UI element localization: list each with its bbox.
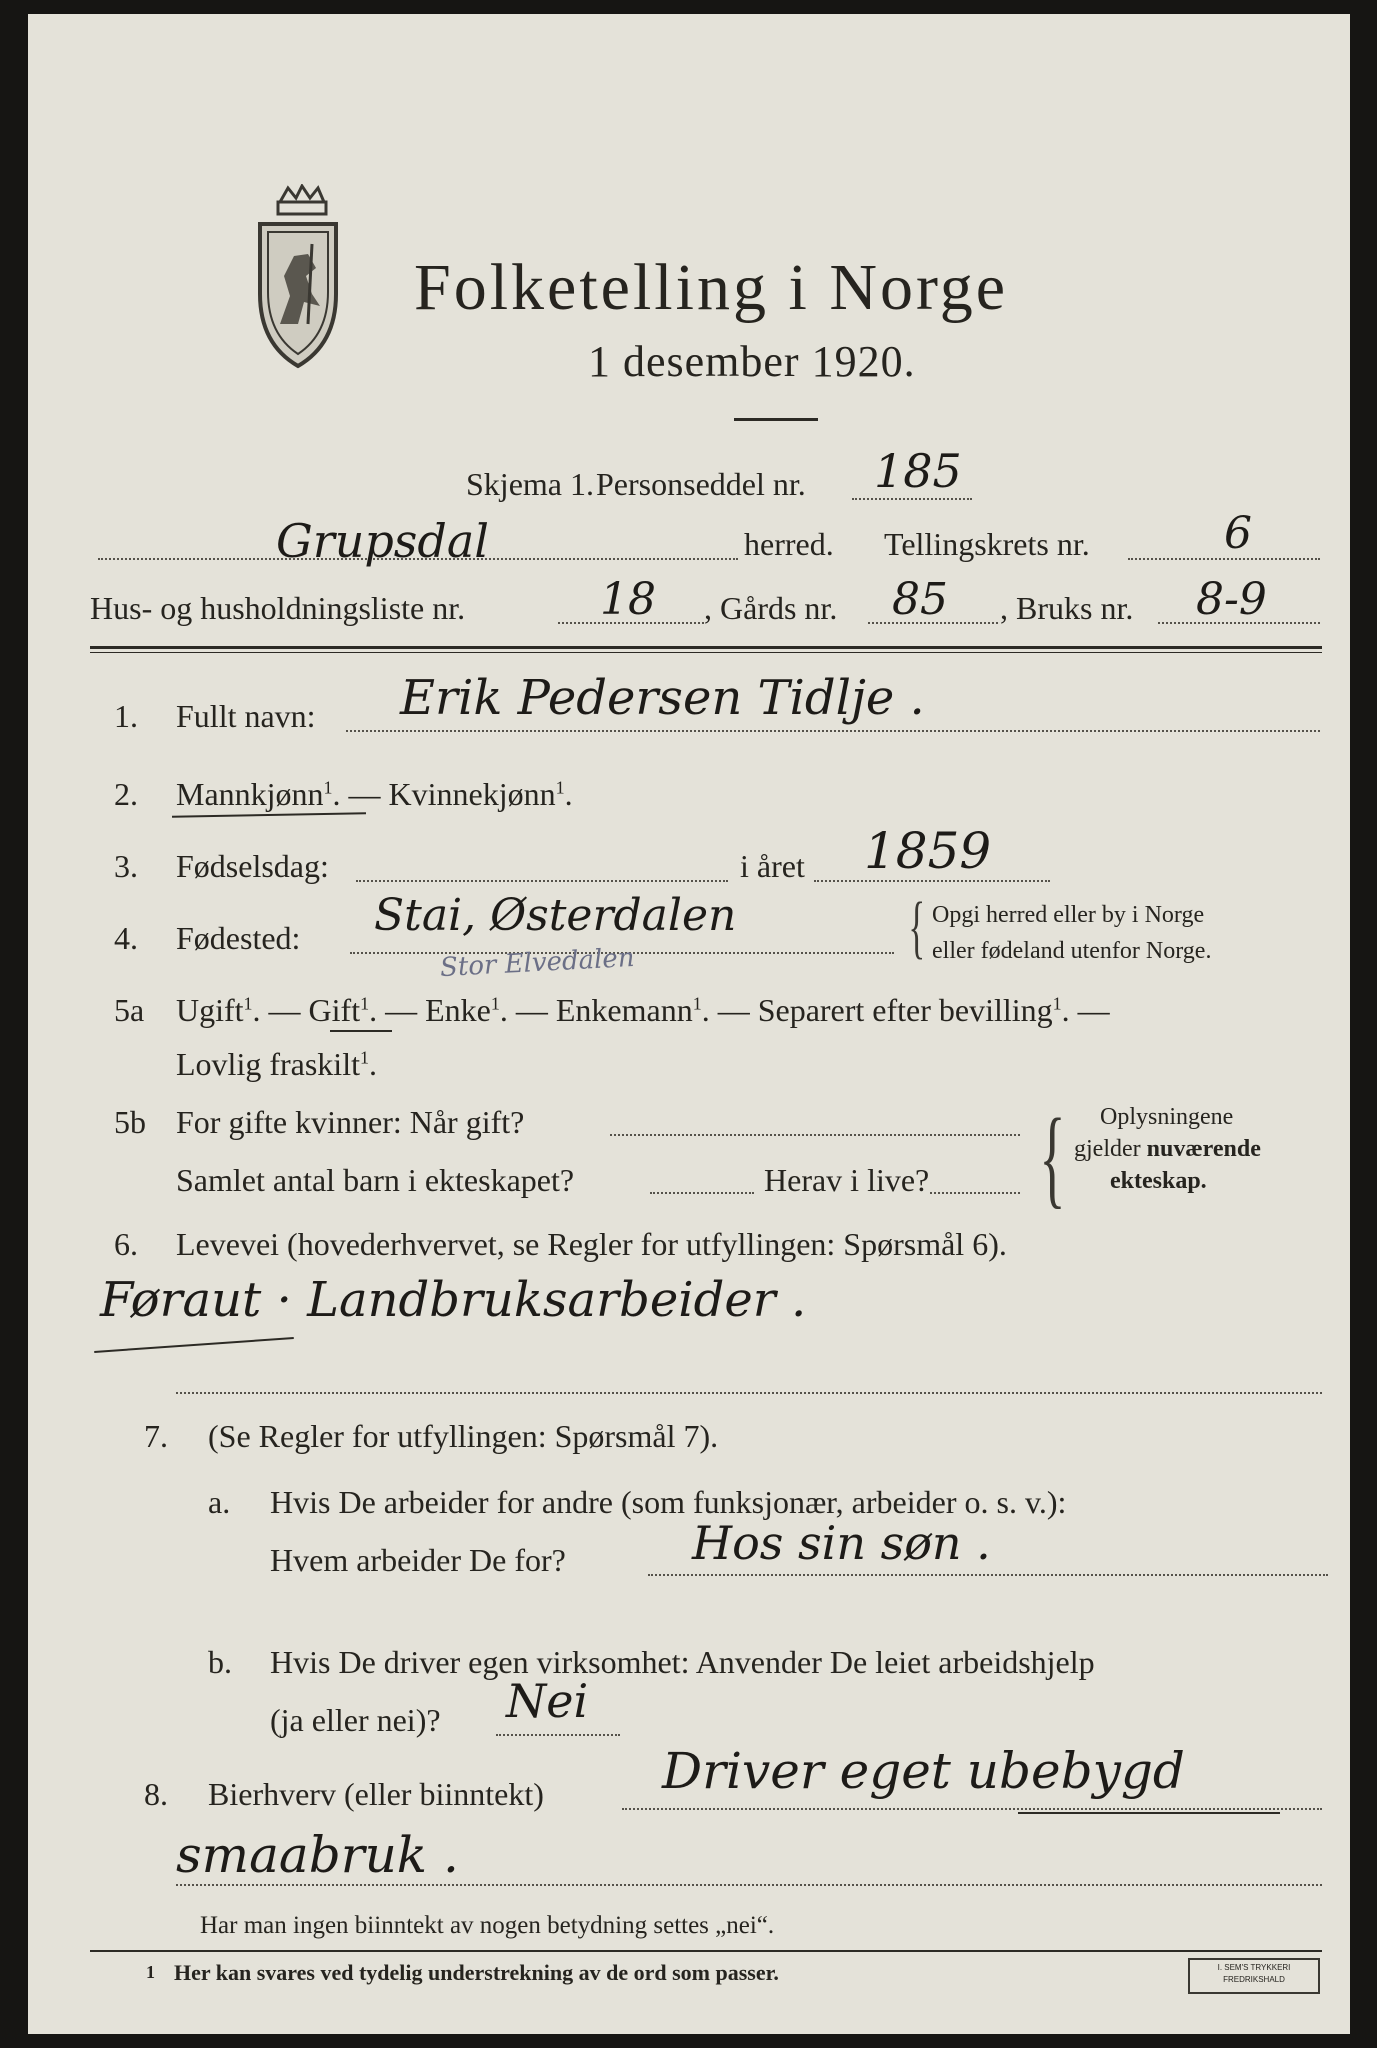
hus-label: Hus- og husholdningsliste nr. [90,590,466,626]
header-divider-top [90,646,1322,649]
footnote-divider [90,1950,1322,1952]
printer-stamp [1188,1958,1320,1994]
q8-line1 [622,1808,1322,1810]
ugift-option[interactable]: Ugift [176,992,244,1028]
q5b-note-line2 [1074,1136,1261,1163]
q5b-note-line3: ekteskap. [1110,1168,1207,1194]
q5b-children-line [650,1192,754,1194]
q7b-letter: b. [208,1644,232,1680]
side-income-value-line1[interactable]: Driver eget ubebygd [662,1742,1185,1800]
occupation-value[interactable]: Føraut · Landbruksarbeider . [100,1272,807,1328]
q5a-sep: . — [499,992,556,1028]
full-name-value[interactable]: Erik Pedersen Tidlje . [400,670,925,726]
q5b-note-brace: { [1039,1096,1066,1218]
occupation-mark [94,1337,294,1353]
q5b-alive-label: Herav i live? [764,1162,930,1198]
q6-number: 6. [114,1226,138,1262]
q1-number: 1. [114,698,138,734]
header-divider-bottom [90,652,1322,653]
q3-year-label: i året [740,848,805,884]
q7a-line1: Hvis De arbeider for andre (som funksjonær, arbeider o. s. v.): [270,1484,1067,1520]
q6-line2 [176,1392,1322,1394]
q6-label: Levevei (hovederhvervet, se Regler for utfyllingen: Spørsmål 6). [176,1226,1007,1262]
birthplace-value[interactable]: Stai, Østerdalen [374,890,737,941]
q1-line [346,730,1320,732]
herred-value[interactable]: Grupsdal [276,514,489,568]
q2-options: Mannkjønn$^1$. — Kvinnekjønn$^1$. [176,776,573,812]
q5b-married-line [610,1134,1020,1136]
q7a-line2: Hvem arbeider De for? [270,1542,566,1578]
side-income-value-line2[interactable]: smaabruk . [176,1826,459,1884]
birth-year-value[interactable]: 1859 [864,822,992,880]
male-underline-mark [172,812,366,817]
tellingskrets-value[interactable]: 6 [1224,508,1252,559]
q5b-alive-line [930,1192,1020,1194]
herred-label: herred. [744,526,834,562]
q4-label: Fødested: [176,920,301,956]
bruks-value[interactable]: 8-9 [1196,574,1267,625]
separert-option[interactable]: Separert efter bevilling [757,992,1053,1028]
form-title: Folketelling i Norge [414,251,1009,324]
q8-line2 [176,1884,1322,1886]
q5b-note-line2b: nuværende [1146,1136,1261,1162]
hired-help-value[interactable]: Nei [506,1674,589,1728]
printer-line2: FREDRIKSHALD [1223,1975,1285,1984]
form-date: 1 desember 1920. [588,337,916,386]
q7b-line1: Hvis De driver egen virksomhet: Anvender De leiet arbeidshjelp [270,1644,1095,1680]
gards-value[interactable]: 85 [892,574,948,625]
bruks-label: , Bruks nr. [1000,590,1134,626]
census-form [28,14,1350,2034]
q2-end: . [564,776,573,812]
q5b-line1: For gifte kvinner: Når gift? [176,1104,525,1140]
q5a-sep: . — [701,992,758,1028]
q3-day-line [356,880,728,882]
q5a-line2: Lovlig fraskilt$^1$. [176,1046,377,1082]
q5b-number: 5b [114,1104,146,1140]
q7b-line [496,1734,620,1736]
q2-number: 2. [114,776,138,812]
q5a-number: 5a [114,992,145,1028]
q5a-sep: . — [1061,992,1110,1028]
birthplace-annotation: Stor Elvedalen [439,942,636,984]
q5a-sep: . — [369,992,426,1028]
q5b-note-line2a: gjelder [1074,1136,1147,1162]
q7a-line [648,1574,1328,1576]
printer-line1: I. SEM'S TRYKKERI [1217,1963,1291,1972]
q3-label: Fødselsdag: [176,848,329,884]
q5b-children-label: Samlet antal barn i ekteskapet? [176,1162,575,1198]
q4-note-line1: Opgi herred eller by i Norge [932,902,1205,928]
personseddel-label: Personseddel nr. [596,466,806,502]
tellingskrets-label: Tellingskrets nr. [884,526,1090,562]
q7b-line2: (ja eller nei)? [270,1702,441,1738]
q5a-sep: . — [252,992,309,1028]
male-option[interactable]: Mannkjønn [176,776,324,812]
q8-number: 8. [144,1776,168,1812]
personseddel-line [852,498,972,500]
gift-option[interactable]: Gift [308,992,361,1028]
q3-year-line [814,880,1050,882]
q1-label: Fullt navn: [176,698,316,734]
q5b-note-line1: Oplysningene [1100,1104,1234,1130]
personseddel-value[interactable]: 185 [874,444,962,498]
enke-option[interactable]: Enke [425,992,491,1028]
enkemann-option[interactable]: Enkemann [555,992,693,1028]
employer-value[interactable]: Hos sin søn . [692,1516,991,1570]
q2-separator: . — [332,776,389,812]
q7a-letter: a. [208,1484,231,1520]
title-divider [734,418,818,421]
female-option[interactable]: Kvinnekjønn [388,776,556,812]
q4-number: 4. [114,920,138,956]
q8-note: Har man ingen biinntekt av nogen betydning settes „nei“. [200,1912,775,1939]
ubebygd-underline-mark [1018,1812,1280,1814]
hus-value[interactable]: 18 [600,574,656,625]
q3-number: 3. [114,848,138,884]
q7-number: 7. [144,1418,168,1454]
gift-underline-mark [330,1030,392,1032]
q5a-line2-end: . [368,1046,377,1082]
q4-note-line2: eller fødeland utenfor Norge. [932,938,1212,964]
q5a-options: Ugift$^1$. — Gift$^1$. — Enke$^1$. — Enkemann$^1$. — Separert efter bevilling$^1$. — [176,992,1110,1028]
q7-label: (Se Regler for utfyllingen: Spørsmål 7). [208,1418,719,1454]
q4-note-brace: { [908,889,926,966]
footnote-mark: 1 [146,1962,155,1982]
coat-of-arms-icon [250,184,346,374]
q8-label: Bierhverv (eller biinntekt) [208,1776,544,1812]
footnote-text: Her kan svares ved tydelig understrekning av de ord som passer. [174,1960,779,1985]
schema-label: Skjema 1. [466,466,594,502]
fraskilt-option[interactable]: Lovlig fraskilt [176,1046,360,1082]
gards-label: , Gårds nr. [704,590,838,626]
